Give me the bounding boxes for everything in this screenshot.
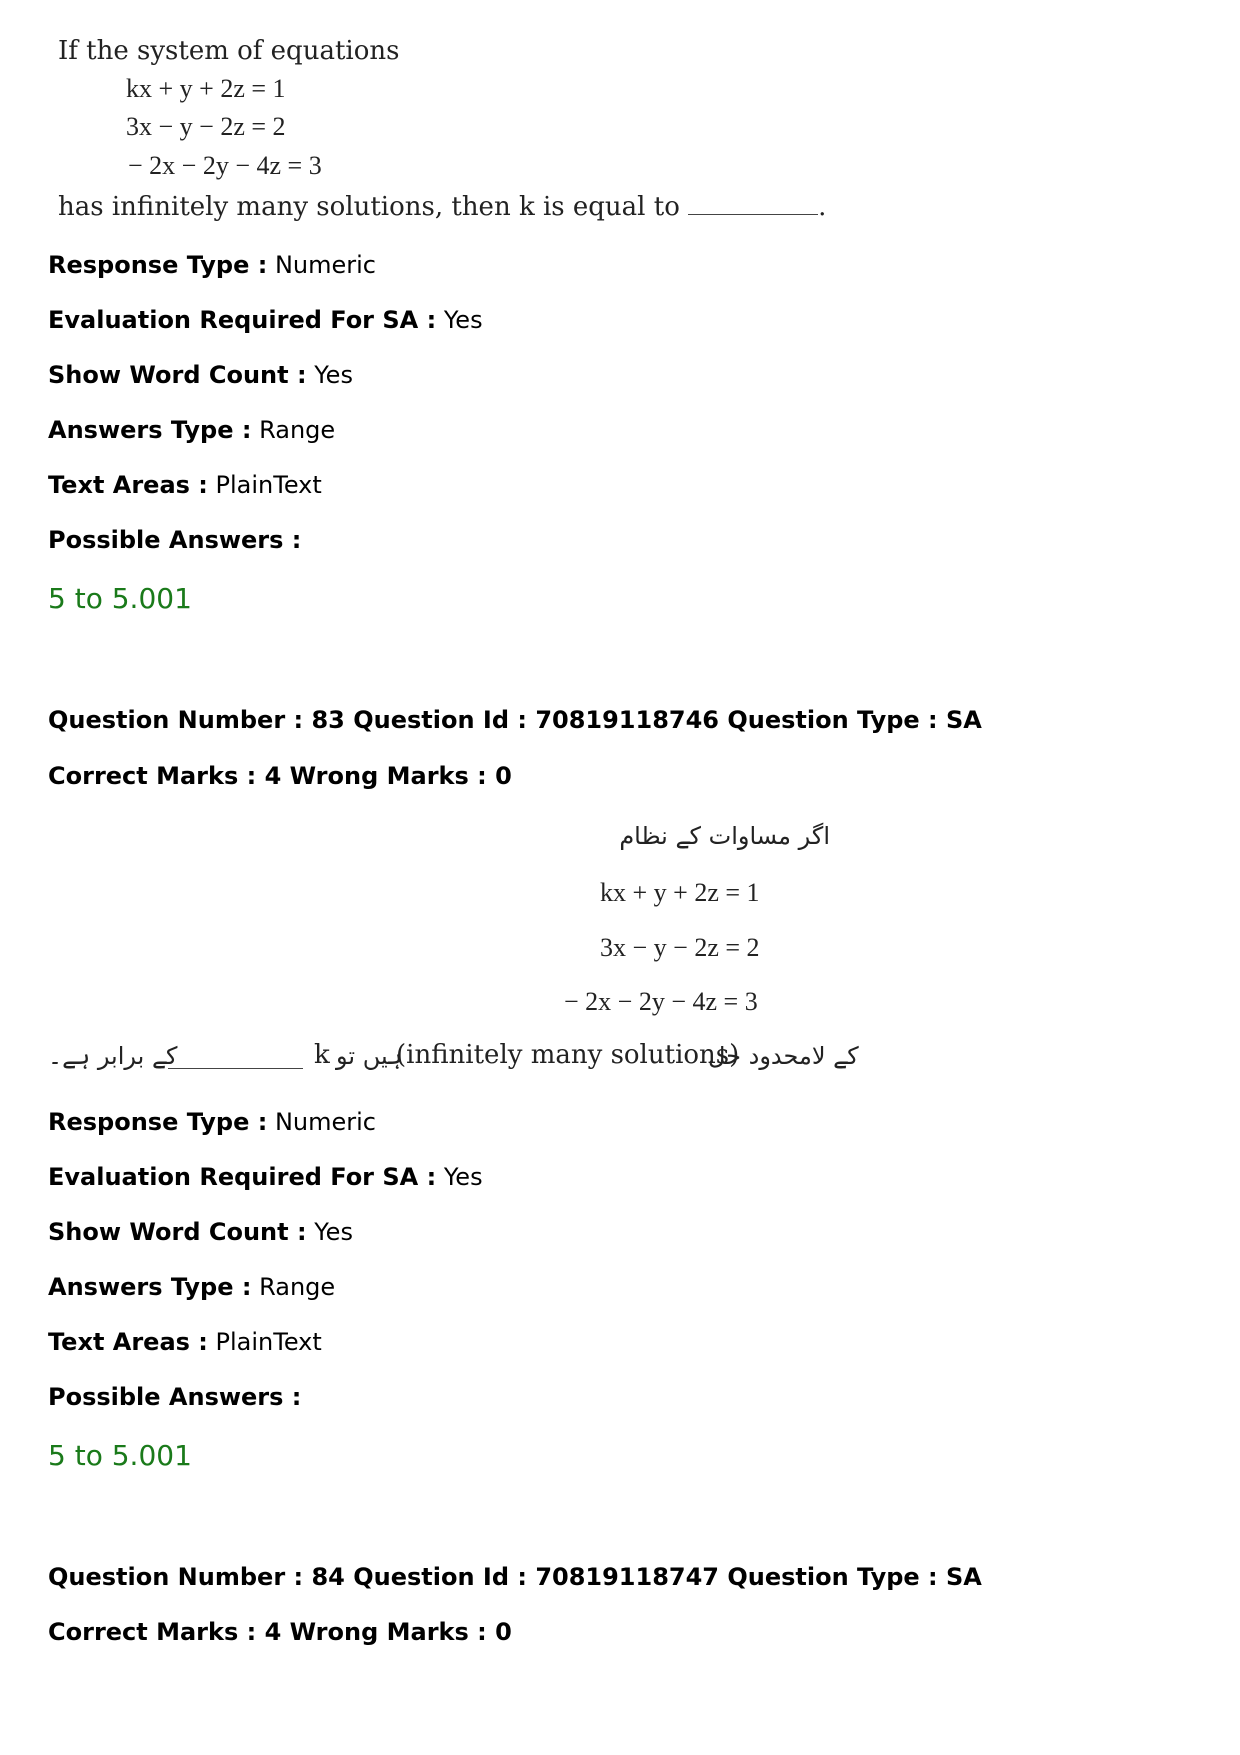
- field-value: Numeric: [274, 1108, 376, 1136]
- q82-intro: If the system of equations: [58, 36, 400, 66]
- q83-text-areas: [48, 1328, 322, 1356]
- q83-header: Question Number : 83 Question Id : 70819118746 Question Type : SA: [48, 706, 982, 734]
- q84-marks: Correct Marks : 4 Wrong Marks : 0: [48, 1618, 512, 1646]
- field-label: Show Word Count :: [48, 361, 307, 389]
- q83-urdu-intro: اگر مساوات کے نظام: [619, 822, 830, 850]
- q82-response-type: [48, 251, 376, 279]
- q82-equation-2: 3x − y − 2z = 2: [126, 112, 286, 141]
- q83-response-type: [48, 1108, 376, 1136]
- field-label: Possible Answers :: [48, 1383, 302, 1411]
- q82-outro-text: has infinitely many solutions, then k is equal to: [58, 192, 680, 222]
- field-label: Text Areas :: [48, 471, 208, 499]
- field-label: Answers Type :: [48, 1273, 252, 1301]
- urdu-text: کے برابر ہے۔: [48, 1042, 178, 1070]
- q83-show-word-count: [48, 1218, 353, 1246]
- q83-marks: Correct Marks : 4 Wrong Marks : 0: [48, 762, 512, 790]
- q82-equation-3: − 2x − 2y − 4z = 3: [128, 151, 322, 180]
- field-value: Range: [259, 416, 336, 444]
- field-value: Numeric: [274, 251, 376, 279]
- field-value: Yes: [314, 1218, 353, 1246]
- urdu-text: ہیں تو: [336, 1042, 403, 1070]
- field-value: Yes: [314, 361, 353, 389]
- field-label: Text Areas :: [48, 1328, 208, 1356]
- field-label: Evaluation Required For SA :: [48, 306, 437, 334]
- q83-equation-2: 3x − y − 2z = 2: [600, 933, 760, 962]
- q83-evaluation-required: [48, 1163, 483, 1191]
- field-label: Possible Answers :: [48, 526, 302, 554]
- field-value: Yes: [443, 1163, 483, 1191]
- q83-equation-1: kx + y + 2z = 1: [600, 878, 760, 907]
- answer-blank: [168, 1040, 303, 1069]
- q82-text-areas: [48, 471, 322, 499]
- field-value: Yes: [443, 306, 483, 334]
- q82-equation-1: kx + y + 2z = 1: [126, 74, 286, 103]
- field-label: Response Type :: [48, 1108, 268, 1136]
- field-label: Show Word Count :: [48, 1218, 307, 1246]
- variable-k: k: [314, 1040, 330, 1070]
- q82-possible-answer-value: 5 to 5.001: [48, 582, 192, 615]
- q82-possible-answers: [48, 526, 301, 554]
- q83-answers-type: [48, 1273, 335, 1301]
- english-text: (infinitely many solutions): [396, 1040, 740, 1070]
- urdu-text: کے لامحدود حل: [708, 1042, 859, 1070]
- q83-equation-3: − 2x − 2y − 4z = 3: [564, 987, 758, 1016]
- q83-possible-answer-value: 5 to 5.001: [48, 1439, 192, 1472]
- answer-blank: [688, 214, 818, 215]
- field-label: Evaluation Required For SA :: [48, 1163, 437, 1191]
- q82-show-word-count: [48, 361, 353, 389]
- q84-header: Question Number : 84 Question Id : 70819118747 Question Type : SA: [48, 1563, 982, 1591]
- field-value: PlainText: [215, 471, 322, 499]
- q83-urdu-question-line: [48, 1040, 859, 1076]
- q82-answers-type: [48, 416, 335, 444]
- q82-outro: [58, 192, 826, 222]
- field-label: Answers Type :: [48, 416, 252, 444]
- field-value: PlainText: [215, 1328, 322, 1356]
- q83-possible-answers: [48, 1383, 301, 1411]
- field-label: Response Type :: [48, 251, 268, 279]
- field-value: Range: [259, 1273, 336, 1301]
- q82-evaluation-required: [48, 306, 483, 334]
- q82-outro-period: .: [818, 192, 827, 222]
